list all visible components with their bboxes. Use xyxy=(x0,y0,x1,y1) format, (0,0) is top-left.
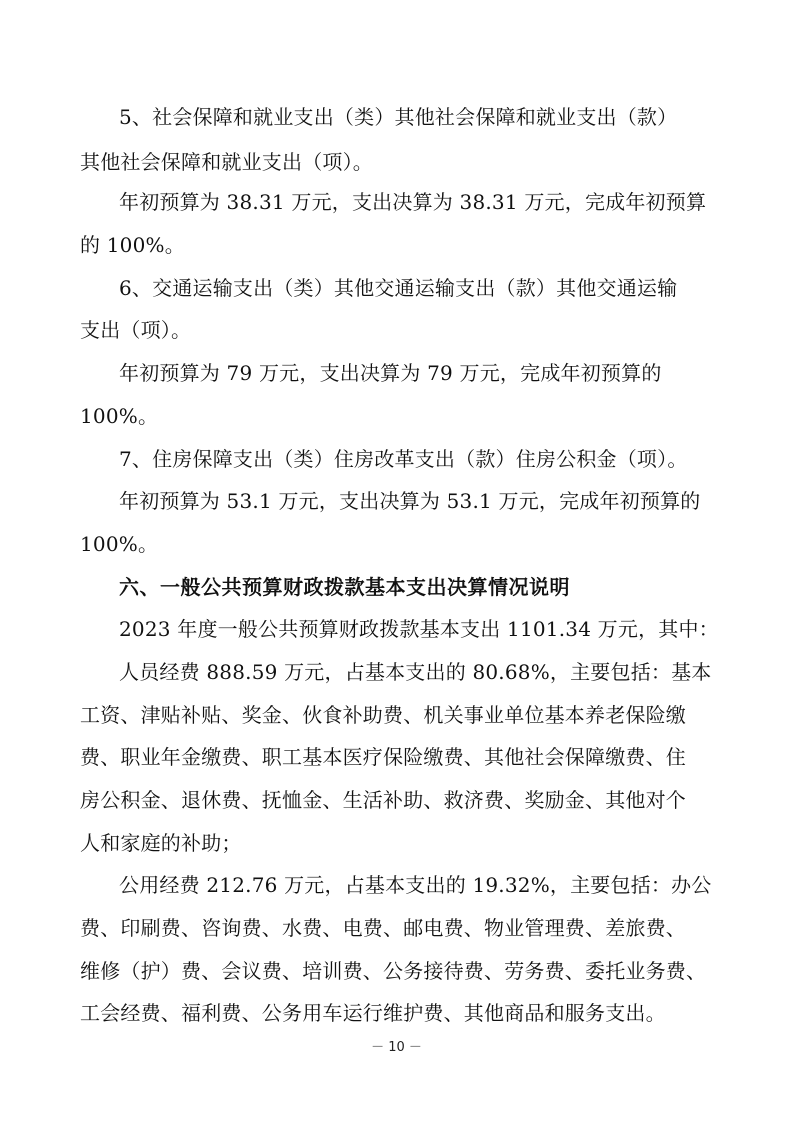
text-line-item5-title: 5、社会保障和就业支出（类）其他社会保障和就业支出（款） xyxy=(119,105,678,129)
text-line-public-cont3: 工会经费、福利费、公务用车运行维护费、其他商品和服务支出。 xyxy=(80,1001,666,1025)
text-line-item5-budget-cont: 的 100%。 xyxy=(80,233,185,257)
text-line-item6-title: 6、交通运输支出（类）其他交通运输支出（款）其他交通运输 xyxy=(119,276,678,300)
text-line-personnel-cont1: 工资、津贴补贴、奖金、伙食补助费、机关事业单位基本养老保险缴 xyxy=(80,703,686,727)
text-line-item6-title-cont: 支出（项）。 xyxy=(80,318,192,342)
text-line-public-cont1: 费、印刷费、咨询费、水费、电费、邮电费、物业管理费、差旅费、 xyxy=(80,916,686,940)
section-heading: 六、一般公共预算财政拨款基本支出决算情况说明 xyxy=(119,575,570,599)
text-line-public-cont2: 维修（护）费、会议费、培训费、公务接待费、劳务费、委托业务费、 xyxy=(80,959,707,983)
text-line-item6-budget-cont: 100%。 xyxy=(80,404,159,428)
text-line-personnel: 人员经费 888.59 万元，占基本支出的 80.68%，主要包括：基本 xyxy=(119,660,712,684)
text-line-item7-title: 7、住房保障支出（类）住房改革支出（款）住房公积金（项）。 xyxy=(119,447,688,471)
text-line-public: 公用经费 212.76 万元，占基本支出的 19.32%，主要包括：办公 xyxy=(119,873,712,897)
text-line-personnel-cont4: 人和家庭的补助； xyxy=(80,831,242,855)
text-line-item7-budget-cont: 100%。 xyxy=(80,532,159,556)
text-line-item5-budget: 年初预算为 38.31 万元，支出决算为 38.31 万元，完成年初预算 xyxy=(119,190,707,214)
text-line-item5-title-cont: 其他社会保障和就业支出（项）。 xyxy=(80,150,373,174)
text-line-item7-budget: 年初预算为 53.1 万元，支出决算为 53.1 万元，完成年初预算的 xyxy=(119,489,701,513)
text-line-personnel-cont3: 房公积金、退休费、抚恤金、生活补助、救济费、奖励金、其他对个 xyxy=(80,788,686,812)
page-number: － 10 － xyxy=(371,1040,422,1055)
text-line-item6-budget: 年初预算为 79 万元，支出决算为 79 万元，完成年初预算的 xyxy=(119,361,662,385)
text-line-personnel-cont2: 费、职业年金缴费、职工基本医疗保险缴费、其他社会保障缴费、住 xyxy=(80,745,686,769)
text-line-total: 2023 年度一般公共预算财政拨款基本支出 1101.34 万元，其中： xyxy=(119,617,719,641)
